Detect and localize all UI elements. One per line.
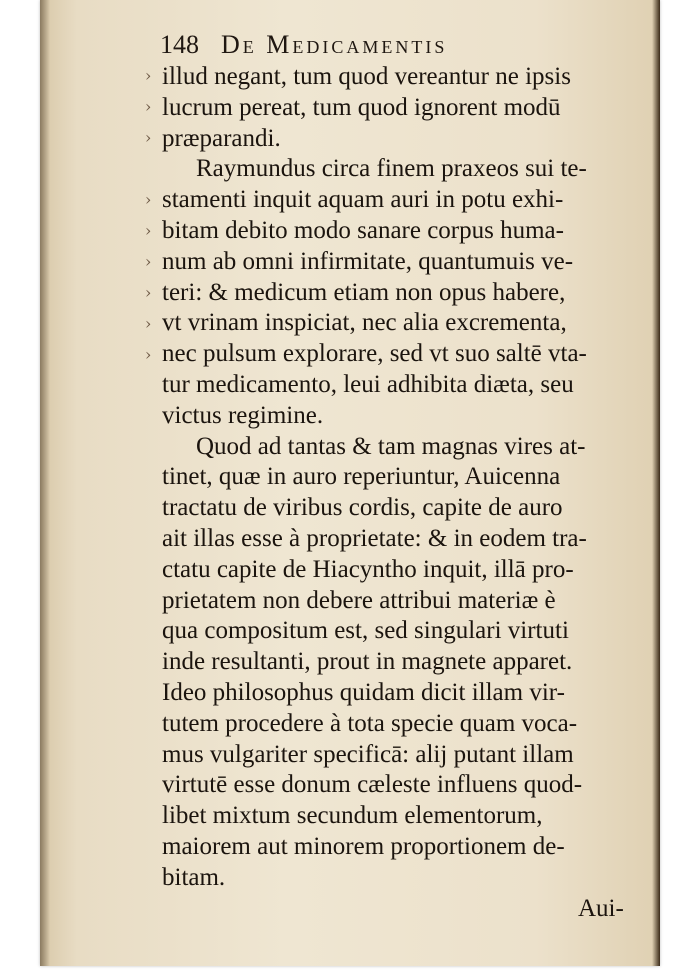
page-edge-shadow: [652, 0, 660, 966]
text-line: præparandi.: [162, 124, 281, 152]
text-line: illud negant, tum quod vereantur ne ipsis: [162, 63, 571, 90]
text-line: libet mixtum secundum elementorum,: [162, 802, 543, 830]
margin-mark: ›: [145, 128, 152, 147]
text-line: teri: & medicum etiam non opus habere,: [162, 278, 566, 306]
text-line: inde resultanti, prout in magnete apparet.: [162, 648, 573, 676]
margin-mark: ›: [145, 283, 152, 302]
text-line: num ab omni infirmitate, quantumuis ve-: [162, 247, 574, 275]
margin-mark: ›: [145, 314, 152, 333]
text-line: ait illas esse à proprietate: & in eodem tra-: [162, 524, 587, 552]
margin-mark: ›: [145, 97, 152, 116]
text-line: Ideo philosophus quidam dicit illam vir-: [162, 678, 565, 706]
page-gutter-shadow: [40, 0, 50, 966]
margin-mark: ›: [145, 190, 152, 209]
text-line: maiorem aut minorem proportionem de-: [162, 832, 565, 860]
catchword: Aui-: [578, 895, 624, 922]
margin-mark: ›: [145, 221, 152, 240]
margin-mark: ›: [145, 345, 152, 364]
text-line: tinet, quæ in auro reperiuntur, Auicenna: [162, 463, 561, 491]
running-header: [160, 30, 447, 60]
text-line: vt vrinam inspiciat, nec alia excrementa,: [162, 309, 567, 337]
text-line: bitam debito modo sanare corpus huma-: [162, 216, 564, 244]
text-line: virtutē esse donum cæleste influens quod-: [162, 771, 583, 799]
body-text: [162, 62, 640, 894]
text-line: ctatu capite de Hiacyntho inquit, illā pro-: [162, 555, 574, 583]
paragraph-start-line: Quod ad tantas & tam magnas vires at-: [196, 432, 586, 460]
text-line: stamenti inquit aquam auri in potu exhi-: [162, 186, 564, 214]
margin-mark: ›: [145, 252, 152, 271]
text-line: qua compositum est, sed singulari virtuti: [162, 617, 569, 645]
paragraph-start-line: Raymundus circa finem praxeos sui te-: [196, 155, 587, 183]
text-line: mus vulgariter specificā: alij putant illam: [162, 740, 574, 768]
text-line: bitam.: [162, 863, 226, 891]
text-line: lucrum pereat, tum quod ignorent modū: [162, 93, 561, 121]
text-line: tutem procedere à tota specie quam voca-: [162, 709, 578, 737]
page-number: 148: [160, 30, 199, 59]
text-line: nec pulsum explorare, sed vt suo saltē vta-: [162, 340, 587, 368]
margin-mark: ›: [145, 66, 152, 85]
text-line: tractatu de viribus cordis, capite de auro: [162, 494, 563, 522]
text-line: prietatem non debere attribui materiæ è: [162, 586, 556, 614]
text-line: victus regimine.: [162, 401, 324, 429]
text-line: tur medicamento, leui adhibita diæta, seu: [162, 370, 574, 398]
running-title: De Medicamentis: [221, 30, 448, 59]
